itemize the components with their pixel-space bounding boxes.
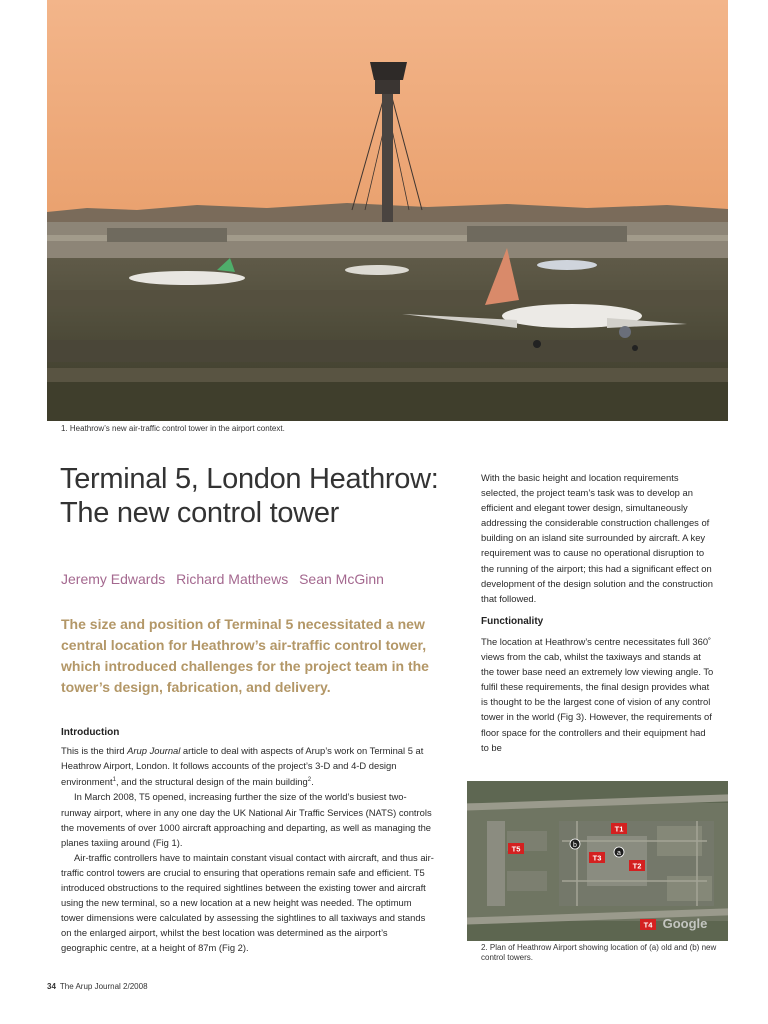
figure-1-photo (47, 0, 728, 421)
intro-paragraph-1: This is the third Arup Journal article to deal with aspects of Arup’s work on Terminal 5 at Heathrow Airport, London. It follows accounts of the project’s 3-D and 4-D design environment$^1$, and the structural design of the main building$^2$. (61, 745, 424, 788)
control-tower-photo (47, 0, 728, 421)
introduction-heading: Introduction (61, 727, 120, 738)
figure-1-caption: 1. Heathrow’s new air-traffic control tower in the airport context. (61, 424, 285, 433)
journal-issue: The Arup Journal 2/2008 (59, 982, 148, 991)
label-t2: T2 (632, 861, 642, 871)
reference-1: 1 (112, 777, 116, 784)
author-3: Sean McGinn (299, 571, 384, 587)
label-b: b (573, 842, 577, 849)
functionality-heading: Functionality (481, 615, 544, 627)
left-column-body (61, 743, 436, 955)
author-2: Richard Matthews (176, 571, 289, 587)
standfirst: The size and position of Terminal 5 necessitated a new central location for Heathrow’s air-traffic control tower, which introduced challenges for the project team in the tower’s design, fabrication, and delivery. (61, 616, 429, 695)
intro-paragraph-3: Air-traffic controllers have to maintain constant visual contact with aircraft, and thus air-traffic control towers are crucial to ensuring that operations remain safe and efficient. T5 introduced obstructions to the required sightlines between the existing tower and aircraft using the new terminal, so a new location at a new height was needed. The optimum tower dimensions were calculated by assessing the sightlines to all taxiways and stands on the enlarged airport, whilst the best location was determined as the airport’s geographic centre, at a height of 87m (Fig 2). (61, 851, 434, 954)
right-paragraph-1: With the basic height and location requirements selected, the project team’s task was to develop an efficient and elegant tower design, simultaneously addressing the considerable construction challenges of building on an island site surrounded by aircraft. A key requirement was to cause no operational disruption to the running of the airport; this had a significant effect on development of the design solution and the construction that followed. (481, 472, 713, 604)
authors (61, 571, 391, 587)
figure-2-map (467, 781, 728, 941)
right-column-body (481, 470, 715, 755)
label-t5: T5 (511, 844, 521, 854)
heathrow-aerial-map (467, 781, 728, 941)
author-1: Jeremy Edwards (61, 571, 166, 587)
google-watermark: Google (662, 916, 708, 931)
title-line-2: The new control tower (60, 497, 339, 529)
reference-2: 2 (307, 777, 312, 784)
label-t4: T4 (643, 920, 653, 930)
journal-name: Arup Journal (127, 745, 181, 756)
figure-2-caption: 2. Plan of Heathrow Airport showing location of (a) old and (b) new control towers. (481, 943, 717, 962)
title-line-1: Terminal 5, London Heathrow: (60, 463, 439, 495)
page-footer (47, 982, 148, 991)
intro-paragraph-2: In March 2008, T5 opened, increasing further the size of the world’s busiest two-runway airport, where in any one day the UK National Air Traffic Services (NATS) controls the movements of over 1000 aircraft approaching and departing, as well as managing the planes taxiing around (Fig 1). (61, 791, 432, 848)
article-title (60, 462, 460, 530)
label-t1: T1 (614, 824, 624, 834)
page-number: 34 (47, 982, 56, 991)
label-a: a (617, 850, 621, 857)
right-paragraph-2: The location at Heathrow’s centre necessitates full 360˚ views from the cab, whilst the taxiways and stands at the tower base need an extremely low viewing angle. To fulfil these requirements, the final design provides what is thought to be the largest cone of vision of any control tower in the world (Fig 3). However, the requirements of floor space for the controllers and their equipment had to be (481, 635, 714, 753)
label-t3: T3 (592, 853, 602, 863)
